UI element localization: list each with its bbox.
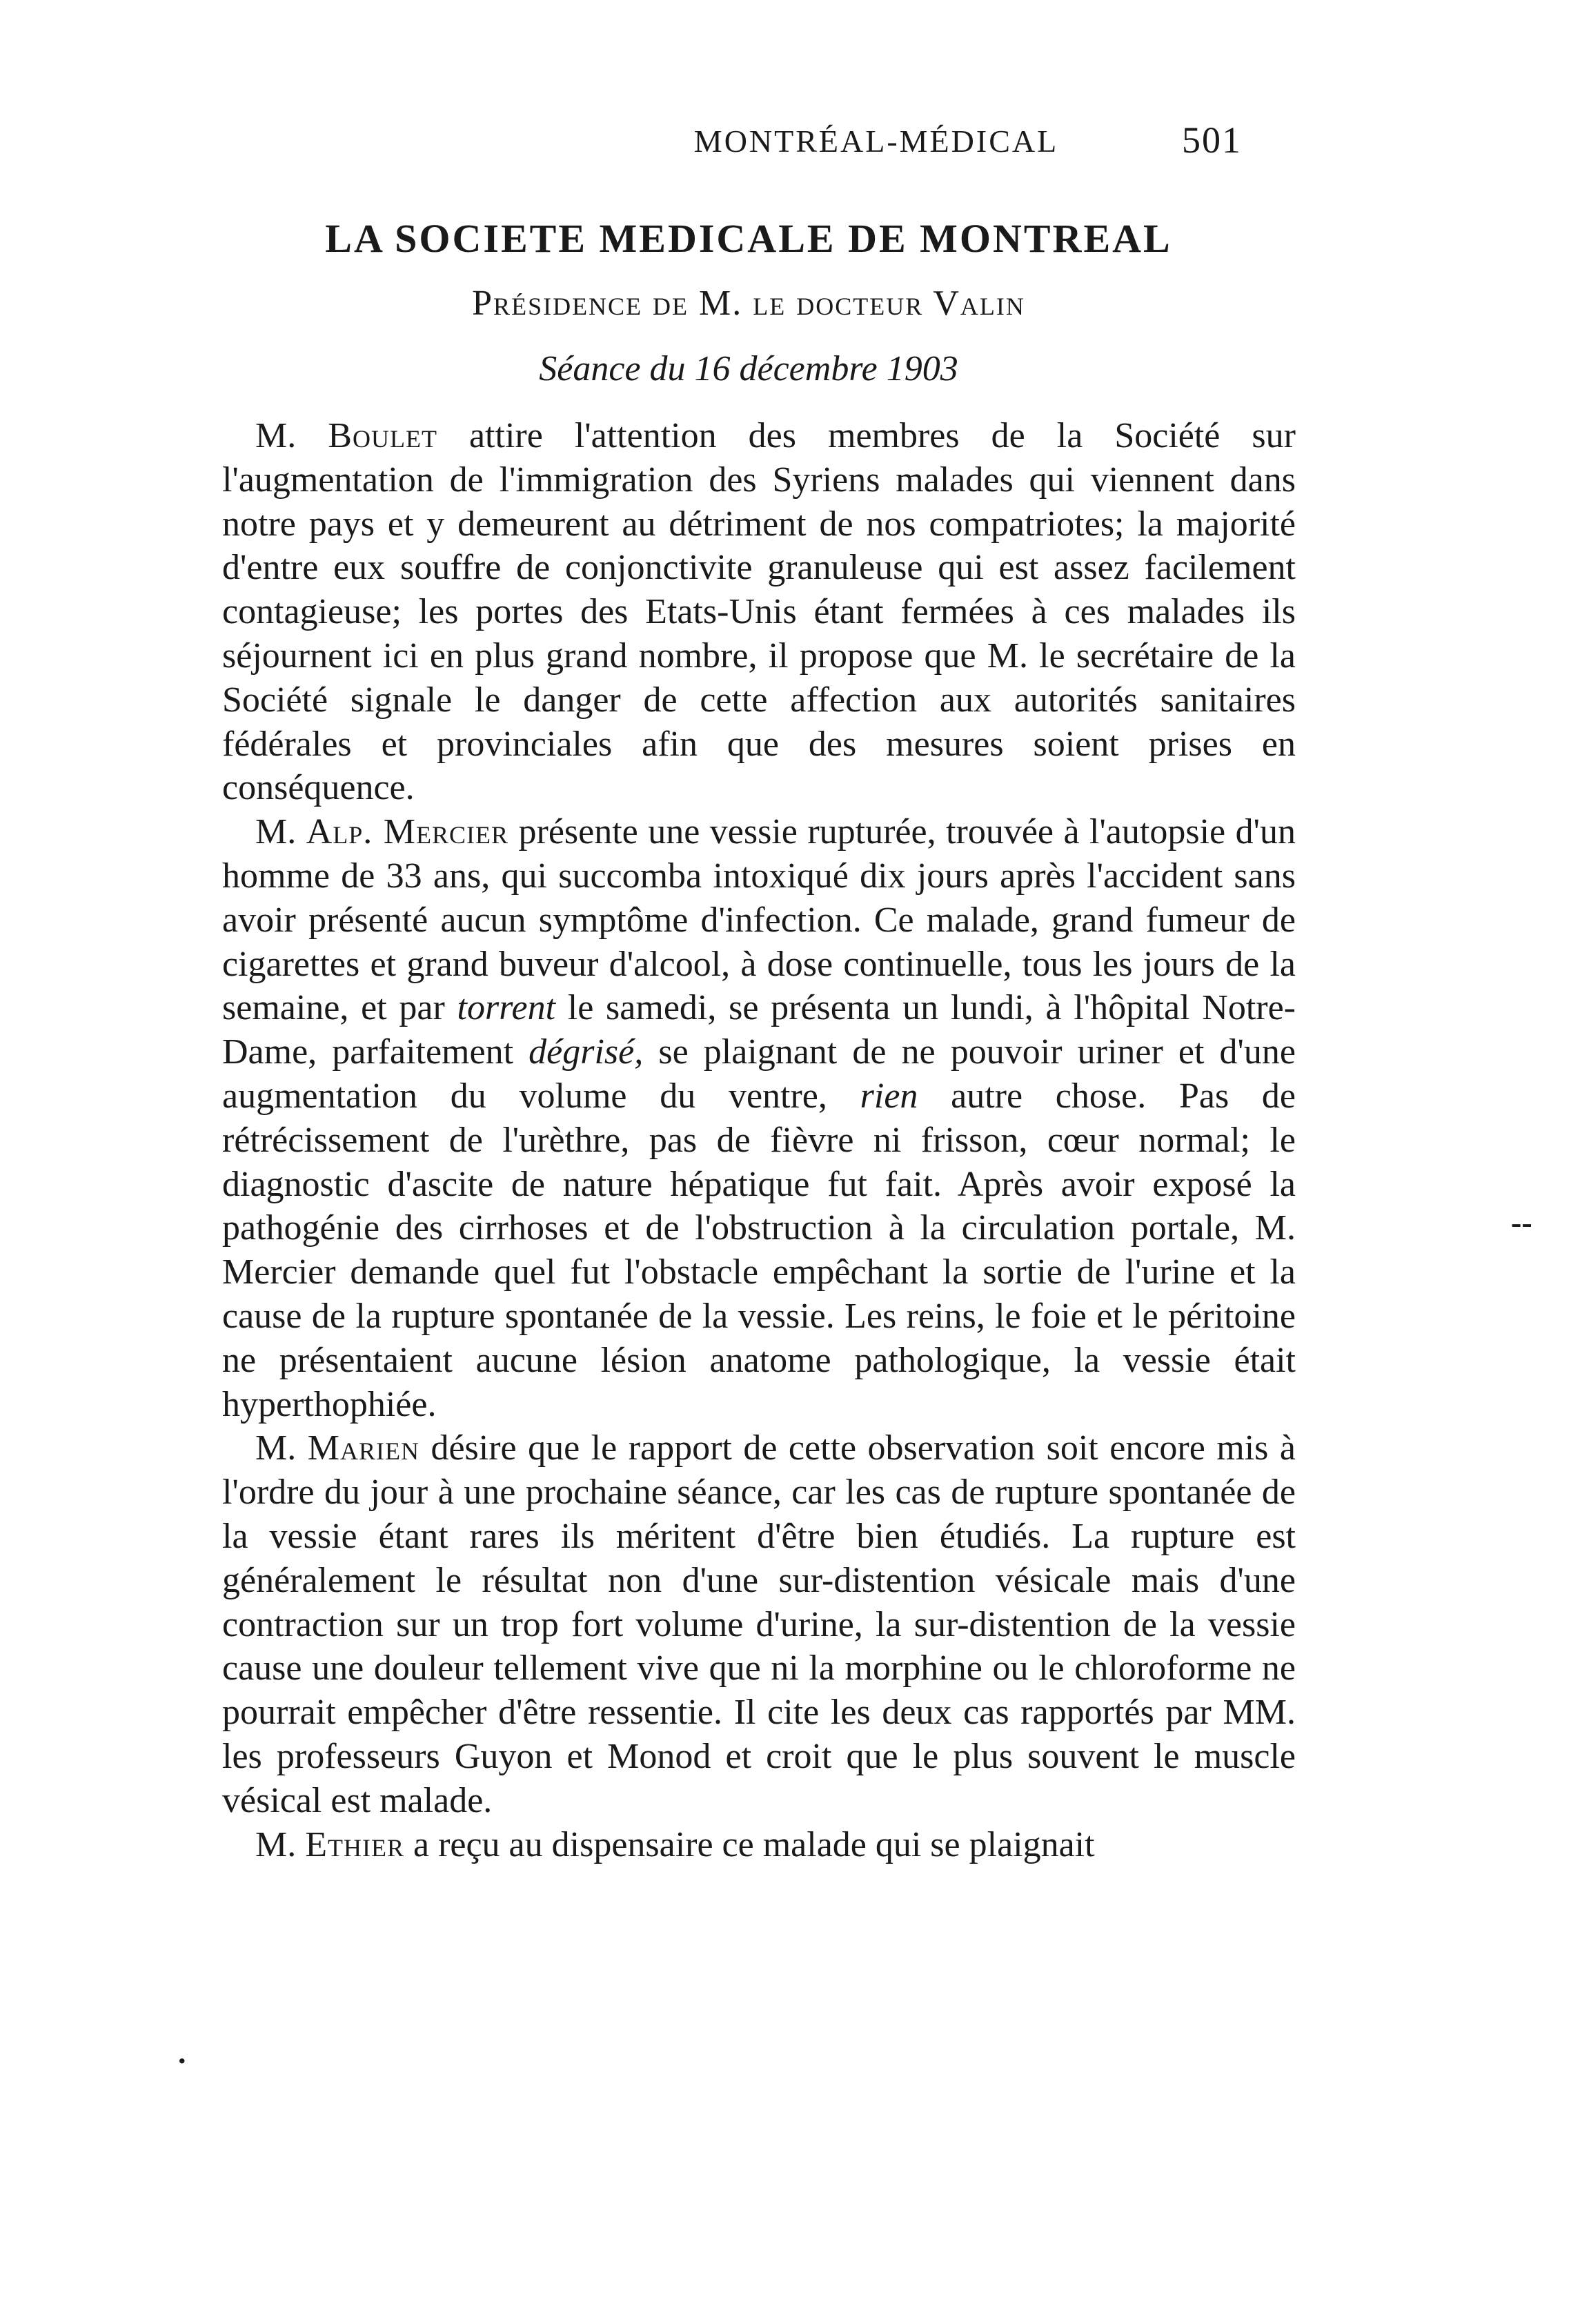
- session-date: Séance du 16 décembre 1903: [539, 349, 958, 388]
- paragraph-text: se plaignant de ne pouvoir uriner et d'une augmentation du volume du ventre,: [222, 1032, 1296, 1116]
- paragraph-text: a reçu au dispensaire ce malade qui se plaignait: [404, 1824, 1095, 1864]
- paragraph-mercier: [222, 810, 1296, 1426]
- italic-text: dégrisé,: [528, 1032, 644, 1072]
- speaker-prefix: M.: [255, 1824, 306, 1864]
- italic-text: torrent: [457, 988, 556, 1028]
- paragraph-text: désire que le rapport de cette observation soit encore mis à l'ordre du jour à une prochaine séance, car les cas de rupture spontanée de la vessie étant rares ils méritent d'être bien étudiés. La rupture est généralement le résultat non d'une sur-distention vésicale mais d'une contraction sur un trop fort volume d'urine, la sur-distention de la vessie cause une douleur tellement vive que ni la morphine ou le chloroforme ne pourrait empêcher d'être ressentie. Il cite les deux cas rapportés par MM. les professeurs Guyon et Monod et croit que le plus souvent le muscle vésical est malade.: [222, 1428, 1296, 1820]
- margin-dash-mark: --: [1511, 1205, 1532, 1240]
- paragraph-text: attire l'attention des membres de la Société sur l'augmentation de l'immigration des Syriens malades qui viennent dans notre pays et y demeurent au détriment de nos compatriotes; la majorité d'entre eux souffre de conjonctivite granuleuse qui est assez facilement contagieuse; les portes des Etats-Unis étant fermées à ces malades ils séjournent ici en plus grand nombre, il propose que M. le secrétaire de la Société signale le danger de cette affection aux autorités sanitaires fédérales et provinciales afin que des mesures soient prises en conséquence.: [222, 416, 1296, 808]
- article-body: [222, 414, 1296, 1867]
- margin-dot-mark: .: [178, 2035, 186, 2070]
- presidency-line: Présidence de M. le docteur Valin: [472, 284, 1025, 323]
- running-title: MONTRÉAL-MÉDICAL: [693, 124, 1059, 159]
- speaker-name: Ethier: [305, 1824, 404, 1864]
- page-number: 501: [1182, 119, 1242, 161]
- paragraph-ethier: [222, 1823, 1296, 1867]
- speaker-prefix: M.: [255, 416, 328, 455]
- speaker-name: Alp. Mercier: [306, 812, 509, 852]
- speaker-prefix: M.: [255, 1428, 308, 1468]
- paragraph-boulet: [222, 414, 1296, 810]
- speaker-name: Marien: [307, 1428, 419, 1468]
- article-title: LA SOCIETE MEDICALE DE MONTREAL: [325, 216, 1172, 261]
- italic-text: rien: [860, 1076, 918, 1116]
- paragraph-marien: [222, 1426, 1296, 1822]
- paragraph-text: le samedi, se présenta un lundi, à l'hôpital Notre-Dame, parfaitement: [222, 988, 1296, 1072]
- speaker-name: Boulet: [328, 416, 437, 455]
- paragraph-text: présente une vessie rupturée, trouvée à l'autopsie d'un homme de 33 ans, qui succomba intoxiqué dix jours après l'accident sans avoir présenté aucun symptôme d'infection. Ce malade, grand fumeur de cigarettes et grand buveur d'alcool, à dose continuelle, tous les jours de la semaine, et par: [222, 812, 1296, 1028]
- paragraph-text: autre chose. Pas de rétrécissement de l'urèthre, pas de fièvre ni frisson, cœur normal; le diagnostic d'ascite de nature hépatique fut fait. Après avoir exposé la pathogénie des cirrhoses et de l'obstruction à la circulation portale, M. Mercier demande quel fut l'obstacle empêchant la sortie de l'urine et la cause de la rupture spontanée de la vessie. Les reins, le foie et le péritoine ne présentaient aucune lésion anatome pathologique, la vessie était hyperthophiée.: [222, 1076, 1296, 1424]
- speaker-prefix: M.: [255, 812, 306, 852]
